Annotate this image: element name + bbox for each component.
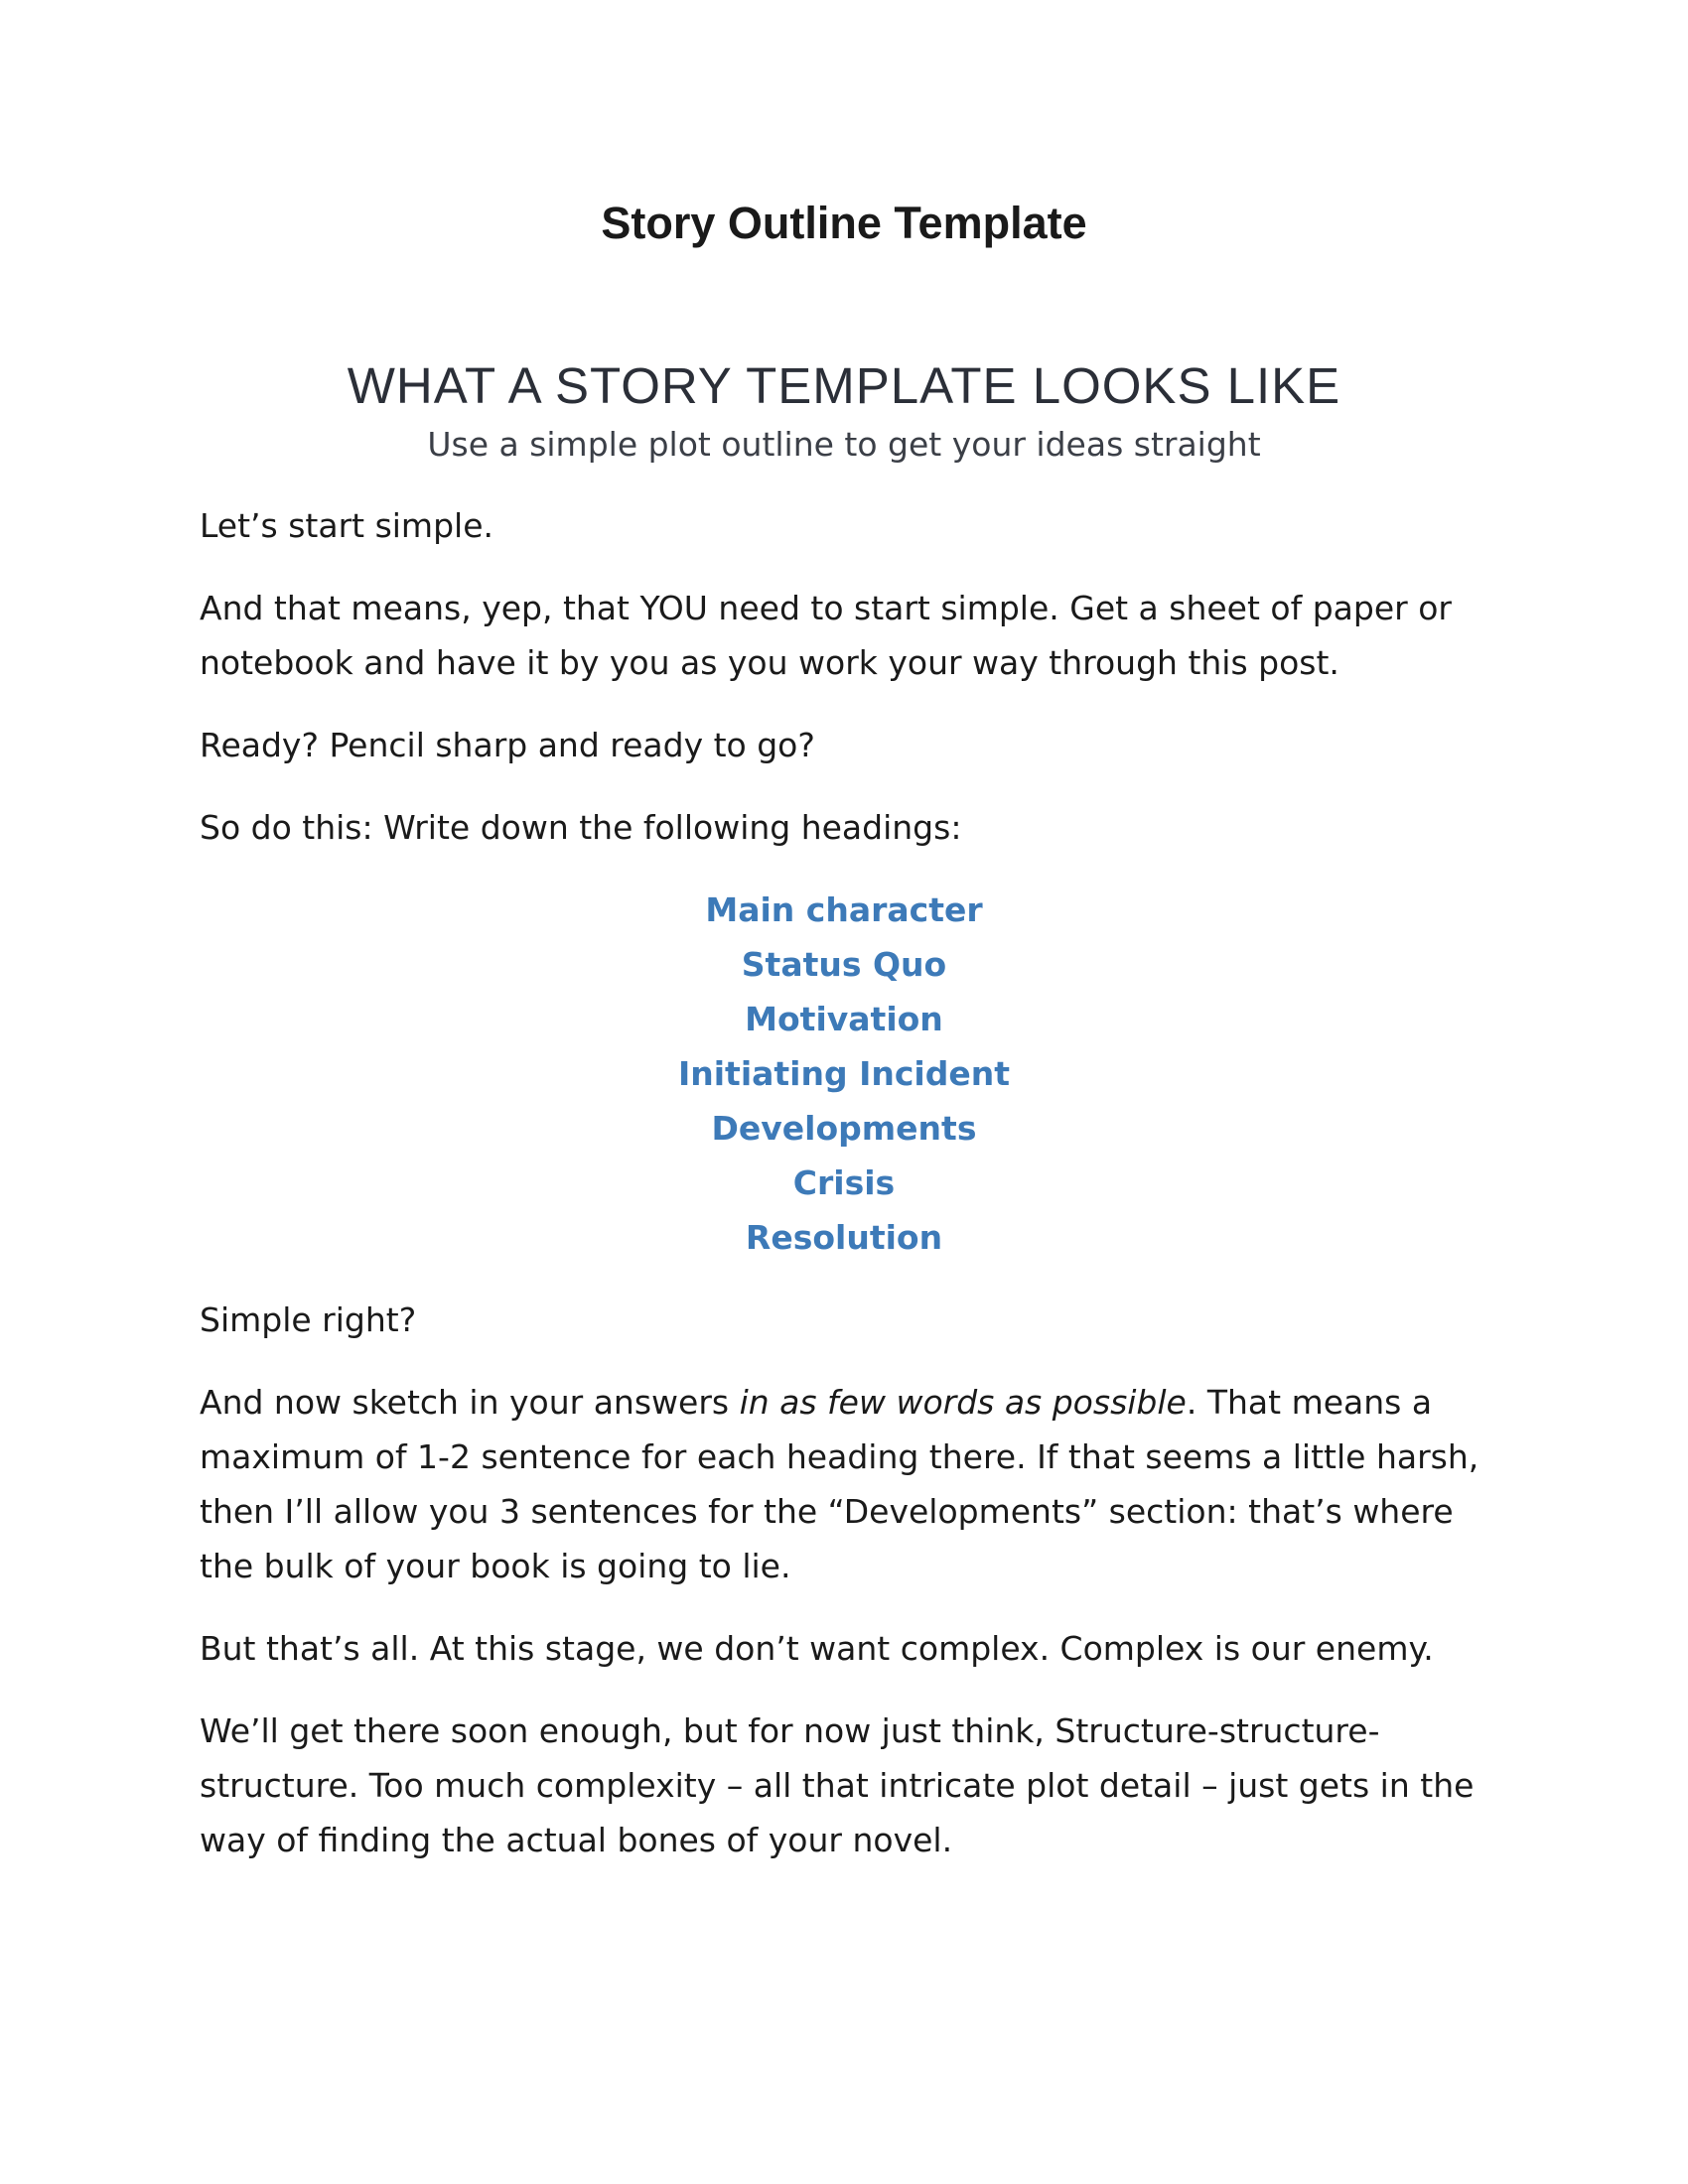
outline-heading-resolution: Resolution bbox=[745, 1218, 943, 1257]
section-heading: WHAT A STORY TEMPLATE LOOKS LIKE bbox=[347, 357, 1341, 414]
paragraph-write-headings: So do this: Write down the following headings: bbox=[200, 808, 962, 847]
paragraph-start-simple: Let’s start simple. bbox=[200, 506, 493, 545]
paragraph-complex-enemy: But that’s all. At this stage, we don’t want complex. Complex is our enemy. bbox=[200, 1629, 1434, 1668]
outline-headings-list bbox=[0, 883, 1688, 1265]
paragraph-ready: Ready? Pencil sharp and ready to go? bbox=[200, 726, 815, 764]
paragraph-sketch-answers-end: . That means a maximum of 1-2 sentence for each heading there. If that seems a little harsh, then I’ll allow you 3 sentences for the “Developments” section: that’s where the bulk of your book is going to lie. bbox=[200, 1383, 1479, 1585]
outline-heading-motivation: Motivation bbox=[745, 1000, 943, 1038]
outline-heading-status-quo: Status Quo bbox=[741, 945, 947, 984]
outline-heading-crisis: Crisis bbox=[792, 1163, 896, 1202]
outline-heading-main-character: Main character bbox=[705, 890, 983, 929]
paragraph-get-paper: And that means, yep, that YOU need to start simple. Get a sheet of paper or notebook and have it by you as you work your way through this post. bbox=[200, 589, 1452, 682]
paragraph-sketch-answers-start: And now sketch in your answers bbox=[200, 1383, 740, 1422]
section-subheading: Use a simple plot outline to get your ideas straight bbox=[427, 425, 1261, 464]
paragraph-simple-right: Simple right? bbox=[200, 1300, 417, 1339]
paragraph-sketch-answers-emphasis: in as few words as possible bbox=[739, 1383, 1187, 1422]
paragraph-structure: We’ll get there soon enough, but for now just think, Structure-structure-structure. Too much complexity – all that intricate plot detail – just gets in the way of finding the actual bones of your novel. bbox=[200, 1711, 1475, 1859]
outline-heading-initiating-incident: Initiating Incident bbox=[677, 1054, 1011, 1093]
outline-heading-developments: Developments bbox=[711, 1109, 977, 1148]
paragraph-sketch-answers bbox=[200, 1375, 1500, 1593]
document-title: Story Outline Template bbox=[601, 198, 1087, 248]
